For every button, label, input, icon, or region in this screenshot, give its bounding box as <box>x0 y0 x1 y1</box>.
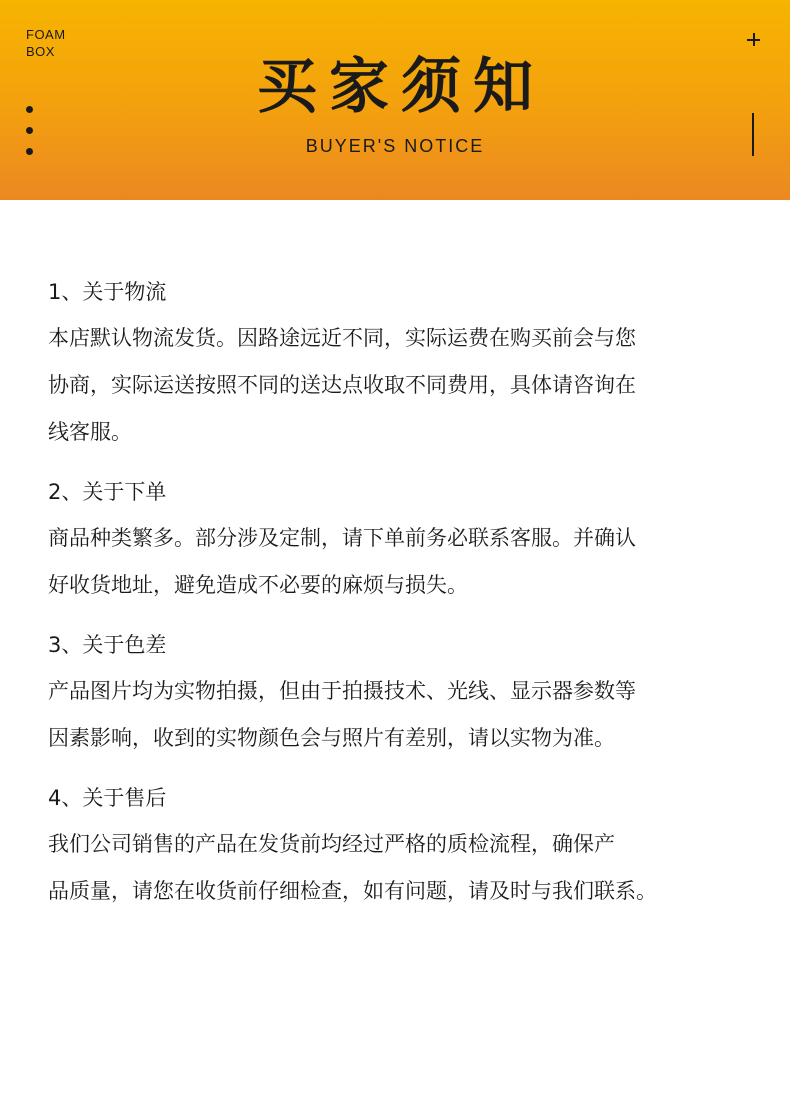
section-ordering <box>48 470 748 609</box>
section-heading: 4、关于售后 <box>48 786 167 810</box>
page-title: 买家须知 <box>257 52 545 122</box>
section-logistics <box>48 270 748 456</box>
section-gap <box>48 609 748 623</box>
section-heading: 2、关于下单 <box>48 480 167 504</box>
section-text-line: 因素影响，收到的实物颜色会与照片有差别，请以实物为准。 <box>48 726 615 750</box>
notice-content <box>48 270 748 915</box>
section-heading: 3、关于色差 <box>48 633 167 657</box>
page-subtitle: BUYER'S NOTICE <box>305 136 485 156</box>
section-text-line: 产品图片均为实物拍摄，但由于拍摄技术、光线、显示器参数等 <box>48 679 636 703</box>
section-heading: 1、关于物流 <box>48 280 167 304</box>
section-gap <box>48 762 748 776</box>
section-text-line: 品质量，请您在收货前仔细检查，如有问题，请及时与我们联系。 <box>48 879 657 903</box>
section-text-line: 本店默认物流发货。因路途远近不同，实际运费在购买前会与您 <box>48 326 636 350</box>
section-color-difference <box>48 623 748 762</box>
header-banner <box>0 0 790 200</box>
section-text-line: 我们公司销售的产品在发货前均经过严格的质检流程，确保产 <box>48 832 615 856</box>
plus-icon <box>744 30 764 50</box>
brand-line-box: BOX <box>26 44 55 59</box>
brand-line-foam: FOAM <box>26 27 66 42</box>
dot-icon <box>26 127 33 134</box>
section-after-sales <box>48 776 748 915</box>
section-text-line: 好收货地址，避免造成不必要的麻烦与损失。 <box>48 573 468 597</box>
section-text-line: 商品种类繁多。部分涉及定制，请下单前务必联系客服。并确认 <box>48 526 636 550</box>
section-text-line: 线客服。 <box>48 420 132 444</box>
section-gap <box>48 456 748 470</box>
section-text-line: 协商，实际运送按照不同的送达点收取不同费用，具体请咨询在 <box>48 373 636 397</box>
